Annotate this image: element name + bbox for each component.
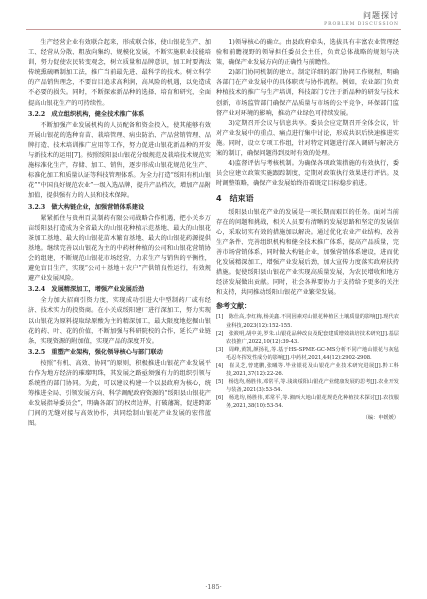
paragraph: 4)监督评估与考核机制。为确保各项政策措施的有效执行，委员会应建立政策实施跟踪制度，定期对政策执行效果进行评估。及时调整策略，确保产业发展始终沿着既定目标稳步前进。 <box>216 160 399 188</box>
reference-item: [1] 陈仕高,李红梅,杨美鑫.不同因素对山银花种植区土壤质量的影响[J].现代农业科技,2023(12):152-155. <box>216 314 399 329</box>
paragraph: 2)部门协同机制的建立。制定详细的部门协同工作规程，明确各部门在产业发展中的具体职责与协作流程。例如，农业部门负责种植技术的推广与生产培训，科技部门专注于新品种的研发与技术创新，市场监管部门确保产品质量与市场的公平竞争，环保部门监督产业对环境的影响，推动产业绿色可持续发展。 <box>216 69 399 117</box>
reference-item: [6] 杨选均,杨胜伟,邓常平,等.湘西大地山银花规范化种植技术探讨[J].农技服务,2021,38(10):53-54. <box>216 395 399 410</box>
subsection-heading: 3.2.4 发展精深加工，增强产业发展后劲 <box>28 286 145 294</box>
header-rule <box>26 29 401 30</box>
reference-item: [2] 张筱明,胡中美,罗朱.山银花品种改良及配套建质增效栽培技术研究[J].基层农技推广,2022,10(12):39-43. <box>216 330 399 345</box>
paragraph: 3)定期召开会议与信息共享。委员会应定期召开全体会议，针对产业发展中的重点、痛点进行集中讨论，形成共识后快速推进实施。同时，设立专项工作组，针对特定问题进行深入调研与解决方案的制订，确保问题得到及时有效的处理。 <box>216 119 399 158</box>
reference-list <box>216 313 399 410</box>
reference-item: [5] 杨选均,杨胜伟,邓常平,等.浅谈绥阳山银花产业健康发展的思考[J].农业开发与装备,2021(3):53-54. <box>216 379 399 394</box>
header-subtitle: PROBLEM DISCUSSION <box>324 22 399 27</box>
editor-note: （编：申媛媛） <box>362 414 399 421</box>
references-heading: 参考文献： <box>216 302 251 311</box>
paragraph: 紧紧抓住与贵州百灵制药有限公司战略合作机遇，把小关乡万亩绥阳县打造成为全省最大的山银花种植示范基地、最大的山银花茶加工基地、最大的山银花苗木繁育基地、最大的山银花药源提供基地。继续完善以山银花为主的中药材种植的公司和山银花营销协会的组建，不断规范山银花市场经营，力求生产与销售的平衡性，避免盲目生产，实现“公司＋基地＋农户”产供销良性运行，有效规避产业发展风险。 <box>28 214 211 283</box>
subsection-heading: 3.2.5 重塑产业架构，强化领导核心与部门联动 <box>28 348 163 356</box>
header-title: 问题探讨 <box>363 11 399 20</box>
paragraph: 生产经营企业有效联合起来，形成联合体，使山银花生产、加工、经营从分散、粗放向集约、规模化发展，不断实施职业技能培训，努力促使农民转变观念，树立质量和品牌意识，加工时要淘汰传统熏硫晒制加工法，推广当前最先进、最科学的技术。树立科学的产品销售理念，不要盲目追求高利润，高风险的机遇，以免造成不必要的损失。同时，不断探索新品种的选择、培育和研究，全面提高山银花生产的可持续性。 <box>28 39 211 107</box>
paragraph: 绥阳县山银花产业的发展是一项长期而艰巨的任务。面对当前存在的问题和挑战，相关人员要有清晰的发展思路和坚定的发展信心，采取切实有效的措施加以解决。通过优化农业产业结构、改善生产条件、完善组织机构和健全技术推广体系，提高产品质量，完善市场营销体系，同时做大构链企业，加强营销体系建设，进而优化发展精深加工，增强产业发展后劲，加大宣传力度落实政府扶持措施。促使绥阳县山银花产业实现高质量发展，为农民增收和地方经济发展做出贡献。同时，社会各界要协力于支持给予更多的关注和支持，共同推动绥阳山银花产业繁荣发展。 <box>216 208 399 297</box>
right-column <box>216 38 399 423</box>
subsection-heading: 3.2.3 做大构链企业，加强营销体系建设 <box>28 203 145 211</box>
running-header <box>324 10 399 27</box>
section-heading: 4 结束语 <box>216 194 254 204</box>
page-number: ·185· <box>205 583 222 591</box>
paragraph: 按照“有机、高效、协同”的原则，积极推进山银花产业发展平台作为地方经济的璀璨明珠，其发展之路亟须强有力的组织引领与系统性的部门协同。为此，可以建议构建一个以县政府为核心，统筹推进全局、引领发展方向、科学调配政府资源的“绥阳县山银花产业发展指导委员会”，明确各部门的权责边界，打破藩篱，促进跨部门间的无缝对接与高效协作，共同绘制山银花产业发展的宏伟蓝图。 <box>28 359 211 428</box>
reference-item: [4] 崔灵芝,曾建鹏,张曦等.毕业银花及山银花产业技术研究进展[J].黔工科技,2021,37(12):22-26. <box>216 363 399 378</box>
paragraph: 1)领导核心的确立。由县政府牵头，选拔具有丰富农业管理经验和前瞻视野的领导担任委员会主任，负责总体战略的规划与决策，确保产业发展方向的正确性与前瞻性。 <box>216 39 399 67</box>
paragraph: 不断加强产业发展机构的人员配备和资金投入，使其能够有效开展山银花的选种育苗、栽培管理、病虫防治、产品营销管理、品牌打造、技术培训推广应用等工作，努力促进山银花新品种的开发与新技术的运用[7]。按照绥阳县山银花分级规范及栽培技术规范实施标准化生产，存储、加工、销售，逐步形成山银花规范化生产、标准化加工和质量认证等科技管理体系。为全力打造“绥阳有机山银花”“中国良好规范农业”一级入选品牌，提升产品档次，增加产品附加值，提供强有力的人员和技术保障。 <box>28 121 211 200</box>
subsection-heading: 3.2.2 成立组织机构，健全技术推广体系 <box>28 110 145 118</box>
left-column <box>28 38 211 430</box>
paragraph: 全力加大招商引资力度，实现成功引进大中型制药厂或有经济、技术实力的投资商。在小关成绥阳建厂进行深加工，努力实现以山银花为原料提取绿原酸为主的精深加工，最大限度地挖掘山银花的药、叶、花的价值，不断加强与科研院校的合作，延长产业链条，实现资源的附加值，实现产品的深度开发。 <box>28 297 211 345</box>
right-column-body <box>216 38 399 298</box>
reference-item: [3] 周峰,黄凯,颜扬礼,等.基于HS-SPME-GC-MS分析不同产地山银花与灰毡毛忍冬挥发性成分的影响[J].中药材,2021,44(12):2902-2908. <box>216 346 399 361</box>
